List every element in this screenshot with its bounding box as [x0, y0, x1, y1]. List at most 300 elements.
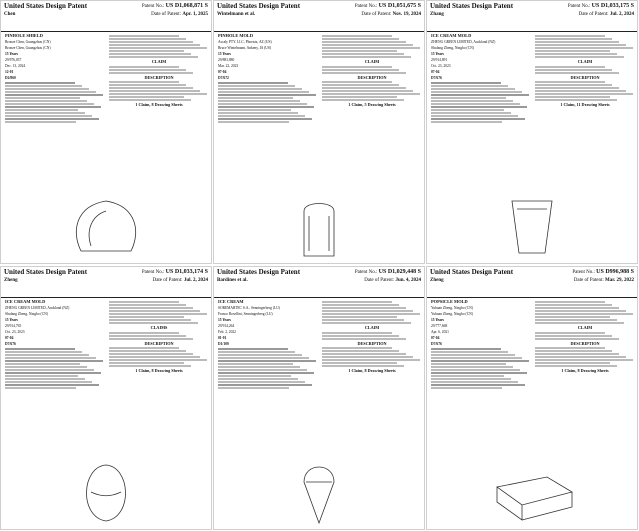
text-line [535, 81, 605, 83]
filed-date: Oct. 23, 2023 [5, 329, 25, 334]
text-line [218, 351, 295, 353]
text-line [322, 53, 404, 55]
patent-date [151, 12, 208, 17]
title-text: United States Design Patent [430, 268, 514, 276]
shield-drawing [61, 191, 151, 261]
description-heading: DESCRIPTION [357, 340, 387, 346]
text-line [431, 121, 502, 123]
text-line [431, 378, 511, 380]
patent-title [217, 269, 300, 277]
inventor-field: Franco Rosellini, Senningerberg (LU) [218, 311, 273, 316]
loc-class: 07-04 [431, 335, 440, 340]
text-line [109, 47, 207, 49]
text-line [322, 350, 399, 352]
text-line [218, 109, 291, 111]
text-line [218, 354, 302, 356]
egg-drawing [61, 457, 151, 527]
filed-date: Dec. 13, 2024 [5, 63, 26, 68]
text-line [218, 100, 300, 102]
text-line [109, 365, 191, 367]
bibliographic-column [431, 300, 531, 390]
patent-title [430, 3, 513, 11]
text-line [109, 304, 186, 306]
text-line [109, 347, 179, 349]
text-line [431, 369, 520, 371]
patent-header [214, 1, 424, 32]
text-line [109, 69, 186, 71]
date-label: Date of Patent: [361, 12, 393, 17]
text-line [5, 363, 80, 365]
text-line [218, 384, 312, 386]
patent-date [361, 12, 421, 17]
us-class: D7/676 [431, 75, 442, 80]
text-line [431, 366, 513, 368]
text-line [535, 84, 612, 86]
text-line [218, 103, 307, 105]
text-line [535, 313, 633, 315]
text-line [109, 66, 179, 68]
tray-drawing [487, 457, 577, 527]
patent-number-value: US D1,033,175 S [591, 3, 634, 9]
text-line [5, 387, 76, 389]
cup-drawing [487, 191, 577, 261]
patent-header [427, 267, 637, 298]
text-line [109, 93, 207, 95]
claim-heading: CLAIM [577, 325, 593, 330]
text-line [109, 356, 200, 358]
date-value: Jul. 2, 2024 [609, 12, 634, 17]
text-line [535, 56, 624, 58]
term: 15 Years [5, 317, 18, 322]
bibliographic-column [5, 300, 105, 390]
applicant: Ascaly PTY. LLC, Phoenix, AZ (US) [218, 39, 272, 44]
text-line [218, 94, 316, 96]
appl-no: 29/976,037 [5, 57, 22, 62]
loc-class: 07-04 [218, 69, 227, 74]
text-line [218, 106, 314, 108]
text-line [109, 41, 193, 43]
text-line [109, 81, 179, 83]
claims-column [109, 34, 209, 109]
patent-date [153, 278, 208, 283]
text-line [535, 38, 612, 40]
applicant: Yuhuan Zheng, Ningbo (CN) [431, 305, 473, 310]
patent-number [142, 3, 208, 10]
us-class: D7/672 [218, 75, 229, 80]
appl-no: 29/777,668 [431, 323, 448, 328]
text-line [109, 359, 207, 361]
patent-page [213, 0, 425, 264]
text-line [322, 50, 397, 52]
text-line [322, 84, 399, 86]
text-line [109, 353, 193, 355]
text-line [109, 362, 184, 364]
text-line [109, 301, 179, 303]
loc-class: 07-04 [431, 69, 440, 74]
text-line [535, 319, 617, 321]
text-line [322, 99, 404, 101]
text-line [535, 41, 619, 43]
text-line [218, 366, 300, 368]
text-line [431, 106, 527, 108]
term: 15 Years [218, 317, 231, 322]
title-text: United States Design Patent [4, 268, 88, 276]
inventor-name: Zhang [430, 12, 444, 17]
drawing-note: 1 Claim, 5 Drawing Sheets [348, 102, 396, 108]
text-line [5, 354, 89, 356]
patent-header [1, 267, 211, 298]
text-line [431, 100, 513, 102]
text-line [5, 109, 78, 111]
text-line [218, 378, 298, 380]
text-line [109, 307, 193, 309]
filed-date: Mar. 22, 2023 [218, 63, 239, 68]
applicant: ZHENG GREEN LIMITED, Auckland (NZ) [431, 39, 496, 44]
text-line [431, 351, 508, 353]
text-line [109, 332, 179, 334]
appl-no: 29/914,264 [218, 323, 235, 328]
text-line [322, 319, 404, 321]
text-line [5, 366, 87, 368]
bibliographic-column [218, 34, 318, 124]
us-class: D2/860 [5, 75, 16, 80]
bibliographic-column [218, 300, 318, 390]
text-line [5, 88, 89, 90]
text-line [431, 94, 529, 96]
text-line [218, 357, 309, 359]
text-line [322, 56, 411, 58]
claim-heading: CLAIM [364, 59, 380, 64]
text-line [5, 348, 75, 350]
text-line [109, 322, 198, 324]
term: 15 Years [431, 51, 444, 56]
item-title: ICE CREAM MOLD [5, 300, 46, 304]
filed-date: Feb. 2, 2022 [218, 329, 236, 334]
inventor-name: Zheng [4, 278, 18, 283]
bibliographic-column [5, 34, 105, 124]
text-line [431, 363, 506, 365]
patent-number-label: Patent No.: [567, 4, 592, 9]
term: 15 Years [218, 51, 231, 56]
text-line [218, 115, 305, 117]
claim-heading: CLAIM [364, 325, 380, 330]
claim-heading: CLAIMS [150, 325, 168, 330]
text-line [5, 351, 82, 353]
text-line [109, 99, 191, 101]
text-line [322, 338, 406, 340]
inventor-field: Bronze Chen, Guangzhou (CN) [5, 45, 51, 50]
text-line [109, 335, 186, 337]
patent-page [0, 266, 212, 530]
text-line [535, 362, 610, 364]
text-line [535, 87, 619, 89]
text-line [218, 85, 295, 87]
text-line [535, 72, 619, 74]
text-line [109, 72, 193, 74]
patent-number [355, 3, 421, 10]
text-line [535, 304, 612, 306]
appl-no: 29/914,891 [431, 57, 448, 62]
patent-title [4, 3, 87, 11]
patent-number-label: Patent No.: [141, 270, 166, 275]
text-line [535, 47, 633, 49]
text-line [535, 335, 612, 337]
text-line [535, 301, 605, 303]
date-value: Jun. 4, 2024 [395, 278, 421, 283]
date-value: Jul. 2, 2024 [183, 278, 208, 283]
term: 15 Years [431, 317, 444, 322]
title-text: United States Design Patent [430, 2, 514, 10]
date-label: Date of Patent: [151, 12, 183, 17]
text-line [431, 384, 525, 386]
patent-number [568, 3, 634, 10]
appl-no: 29/883,880 [218, 57, 235, 62]
description-heading: DESCRIPTION [570, 74, 600, 80]
description-heading: DESCRIPTION [144, 74, 174, 80]
text-line [109, 310, 200, 312]
text-line [535, 356, 626, 358]
item-title: PINHOLE MOLD [218, 34, 254, 38]
patent-date [579, 12, 634, 17]
patent-number-value: US D1,051,675 S [378, 3, 421, 9]
text-line [5, 100, 87, 102]
patent-header [427, 1, 637, 32]
patent-title [217, 3, 300, 11]
claims-column [322, 300, 422, 375]
date-value: Apr. 1, 2025 [182, 12, 208, 17]
text-line [109, 90, 200, 92]
text-line [109, 313, 207, 315]
patent-number-value: US D1,068,871 S [165, 3, 208, 9]
text-line [109, 56, 198, 58]
patent-page [426, 266, 638, 530]
us-class: D1/100 [218, 341, 229, 346]
item-title: ICE CREAM MOLD [431, 34, 472, 38]
text-line [431, 97, 506, 99]
text-line [322, 332, 392, 334]
text-line [218, 348, 288, 350]
text-line [218, 121, 289, 123]
text-line [109, 319, 191, 321]
applicant: SOREMARTEC S.A., Senningerberg (LU) [218, 305, 281, 310]
text-line [322, 35, 392, 37]
applicant: Bronze Chen, Guangzhou (CN) [5, 39, 51, 44]
cone-drawing [274, 457, 364, 527]
text-line [431, 375, 504, 377]
patent-number-label: Patent No.: [354, 270, 379, 275]
text-line [218, 387, 289, 389]
loc-class: 12-01 [5, 69, 14, 74]
text-line [322, 38, 399, 40]
text-line [5, 97, 80, 99]
description-heading: DESCRIPTION [570, 340, 600, 346]
patent-header [214, 267, 424, 298]
text-line [535, 35, 605, 37]
claims-column [322, 34, 422, 109]
text-line [5, 360, 103, 362]
filed-date: Oct. 23, 2023 [431, 63, 451, 68]
text-line [535, 93, 633, 95]
text-line [322, 310, 413, 312]
date-label: Date of Patent: [152, 278, 184, 283]
patent-number [572, 269, 634, 276]
text-line [5, 369, 94, 371]
term: 15 Years [5, 51, 18, 56]
text-line [431, 115, 518, 117]
text-line [5, 372, 101, 374]
text-line [5, 357, 96, 359]
text-line [5, 378, 85, 380]
text-line [5, 91, 96, 93]
inventor-name: Wintelmann et al. [217, 12, 256, 17]
patent-number [355, 269, 421, 276]
text-line [431, 82, 501, 84]
text-line [322, 301, 392, 303]
text-line [322, 69, 399, 71]
text-line [109, 350, 186, 352]
text-line [431, 372, 527, 374]
loc-class: 01-01 [218, 335, 227, 340]
patent-date [574, 278, 634, 283]
text-line [535, 310, 626, 312]
text-line [535, 66, 605, 68]
text-line [322, 81, 392, 83]
text-line [431, 387, 502, 389]
text-line [535, 307, 619, 309]
text-line [5, 115, 92, 117]
text-line [5, 85, 82, 87]
text-line [535, 90, 626, 92]
text-line [322, 316, 397, 318]
item-title: POPSICLE MOLD [431, 300, 468, 304]
text-line [109, 338, 193, 340]
inventor-name: Bardines et al. [217, 278, 248, 283]
text-line [322, 307, 406, 309]
text-line [322, 365, 404, 367]
text-line [431, 357, 522, 359]
text-line [5, 384, 99, 386]
patent-number-value: US D1,033,174 S [165, 269, 208, 275]
patent-page [0, 0, 212, 264]
text-line [218, 88, 302, 90]
text-line [535, 322, 624, 324]
text-line [535, 69, 612, 71]
text-line [535, 338, 619, 340]
date-label: Date of Patent: [578, 12, 610, 17]
text-line [5, 381, 92, 383]
text-line [535, 365, 617, 367]
inventor-name: Chen [4, 12, 16, 17]
patent-number-label: Patent No.: [141, 4, 166, 9]
text-line [322, 322, 411, 324]
text-line [431, 91, 522, 93]
patent-page [213, 266, 425, 530]
text-line [322, 93, 420, 95]
text-line [109, 38, 186, 40]
drawing-note: 1 Claim, 8 Drawing Sheets [561, 368, 609, 374]
patent-date [364, 278, 421, 283]
text-line [431, 348, 501, 350]
text-line [109, 50, 184, 52]
inventor-field: Bruce Wintelmann, Ankeny, IA (US) [218, 45, 272, 50]
text-line [431, 85, 508, 87]
text-line [322, 72, 406, 74]
text-line [535, 53, 617, 55]
inventor-name: Zheng [430, 278, 444, 283]
text-line [5, 375, 78, 377]
appl-no: 29/914,765 [5, 323, 22, 328]
description-heading: DESCRIPTION [357, 74, 387, 80]
patent-number-label: Patent No.: [354, 4, 379, 9]
inventor-field: Shufang Zheng, Ningbo (CN) [431, 45, 474, 50]
date-label: Date of Patent: [364, 278, 396, 283]
title-text: United States Design Patent [217, 2, 301, 10]
inventor-field: Yuhuan Zheng, Ningbo (CN) [431, 311, 473, 316]
patent-header [1, 1, 211, 32]
description-heading: DESCRIPTION [144, 340, 174, 346]
text-line [322, 47, 420, 49]
claim-heading: CLAIM [577, 59, 593, 64]
text-line [5, 112, 85, 114]
patent-title [430, 269, 513, 277]
applicant: ZHENG GREEN LIMITED, Auckland (NZ) [5, 305, 70, 310]
drawing-note: 1 Claim, 8 Drawing Sheets [348, 368, 396, 374]
text-line [322, 313, 420, 315]
claims-column [535, 34, 635, 109]
text-line [109, 87, 193, 89]
text-line [535, 99, 617, 101]
drawing-note: 1 Claim, 8 Drawing Sheets [135, 368, 183, 374]
text-line [535, 332, 605, 334]
drawing-note: 1 Claim, 11 Drawing Sheets [560, 102, 610, 108]
text-line [218, 118, 312, 120]
patent-number-value: US D1,029,448 S [378, 269, 421, 275]
text-line [218, 91, 309, 93]
text-line [322, 87, 406, 89]
text-line [322, 356, 413, 358]
text-line [322, 362, 397, 364]
text-line [431, 381, 518, 383]
text-line [5, 106, 101, 108]
text-line [5, 121, 76, 123]
patent-page [426, 0, 638, 264]
text-line [322, 335, 399, 337]
text-line [109, 96, 184, 98]
text-line [431, 118, 525, 120]
text-line [109, 35, 179, 37]
text-line [322, 96, 397, 98]
text-line [535, 359, 633, 361]
text-line [218, 360, 316, 362]
title-text: United States Design Patent [4, 2, 88, 10]
text-line [431, 354, 515, 356]
text-line [535, 350, 612, 352]
text-line [109, 84, 186, 86]
text-line [109, 316, 184, 318]
text-line [322, 44, 413, 46]
text-line [535, 347, 605, 349]
patent-number [142, 269, 208, 276]
us-class: D7/676 [431, 341, 442, 346]
text-line [218, 112, 298, 114]
text-line [322, 304, 399, 306]
text-line [322, 90, 413, 92]
text-line [218, 369, 307, 371]
claims-column [535, 300, 635, 375]
item-title: PINHOLE SHIELD [5, 34, 43, 38]
text-line [535, 96, 610, 98]
text-line [109, 44, 200, 46]
